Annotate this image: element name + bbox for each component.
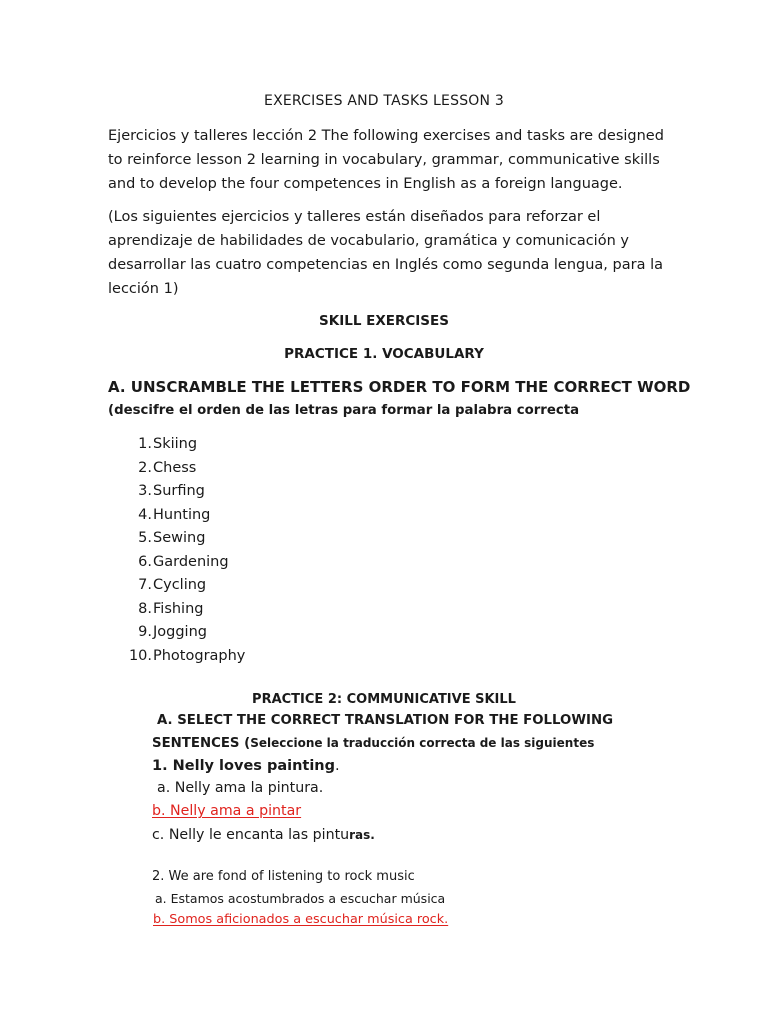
item-word: Photography: [153, 647, 246, 664]
list-item: [108, 645, 245, 669]
item-word: Sewing: [153, 530, 206, 546]
list-item: [108, 457, 245, 481]
item-number: 9.: [138, 624, 152, 640]
option-c-text: c. Nelly le encanta las pintu: [152, 827, 350, 843]
item-number: 7.: [138, 577, 152, 593]
item-number: 5.: [138, 530, 152, 546]
item-number: 1.: [138, 436, 152, 452]
question-2-option-b-correct: b. Somos aficionados a escuchar música rock.: [153, 912, 449, 927]
question-2-option-a: a. Estamos acostumbrados a escuchar música: [155, 891, 446, 906]
item-word: Hunting: [153, 506, 211, 523]
item-word: Chess: [153, 459, 197, 476]
practice-2-instruction-line-2: [152, 736, 594, 751]
item-number: 6.: [138, 553, 152, 570]
question-1-option-a: a. Nelly ama la pintura.: [157, 780, 324, 796]
list-item: [108, 551, 245, 575]
question-1-text: 1. Nelly loves painting: [152, 758, 336, 774]
question-1-period: .: [335, 758, 340, 774]
question-1-option-b-correct: b. Nelly ama a pintar: [152, 803, 302, 819]
question-1: [152, 758, 340, 774]
item-word: Skiing: [153, 436, 198, 452]
practice-2-instruction: A. SELECT THE CORRECT TRANSLATION FOR THE FOLLOWING: [157, 713, 613, 728]
item-word: Surfing: [153, 483, 205, 499]
item-word: Fishing: [153, 600, 204, 617]
item-number: 2.: [138, 459, 152, 476]
intro-english-paragraph: Ejercicios y talleres lección 2 The following exercises and tasks are designed to reinforce lesson 2 learning in vocabulary, grammar, communicative skills and to develop the four competences in English as a foreign language.: [108, 128, 664, 192]
list-item: [108, 433, 245, 457]
list-item: [108, 480, 245, 504]
list-item: [108, 504, 245, 528]
option-c-tail: ras.: [349, 828, 375, 842]
item-number: 10.: [128, 647, 152, 664]
practice-1-heading: PRACTICE 1. VOCABULARY: [284, 346, 484, 362]
list-item: [108, 527, 245, 551]
item-number: 3.: [138, 483, 152, 499]
item-number: 4.: [138, 506, 152, 523]
vocabulary-list: [108, 433, 245, 668]
question-1-option-c: [152, 827, 375, 843]
list-item: [108, 621, 245, 645]
item-number: 8.: [138, 600, 152, 617]
practice-1-instruction: A. UNSCRAMBLE THE LETTERS ORDER TO FORM THE CORRECT WORD: [108, 378, 691, 396]
skill-exercises-heading: SKILL EXERCISES: [319, 313, 449, 329]
instruction-sentences-label: SENTENCES (: [152, 736, 251, 751]
document-title: EXERCISES AND TASKS LESSON 3: [264, 93, 504, 109]
list-item: [108, 598, 245, 622]
intro-spanish-paragraph: (Los siguientes ejercicios y talleres están diseñados para reforzar el aprendizaje de habilidades de vocabulario, gramática y comunicación y desarrollar las cuatro competencias en Inglés como segunda lengua, para la lección 1): [108, 209, 663, 297]
practice-2-heading: PRACTICE 2: COMMUNICATIVE SKILL: [252, 692, 516, 707]
item-word: Gardening: [153, 553, 229, 570]
item-word: Cycling: [153, 577, 207, 593]
practice-1-instruction-spanish: (descifre el orden de las letras para formar la palabra correcta: [108, 403, 580, 418]
instruction-spanish-text: Seleccione la traducción correcta de las siguientes: [250, 736, 595, 750]
question-2: 2. We are fond of listening to rock music: [152, 869, 415, 884]
item-word: Jogging: [153, 624, 207, 640]
list-item: [108, 574, 245, 598]
